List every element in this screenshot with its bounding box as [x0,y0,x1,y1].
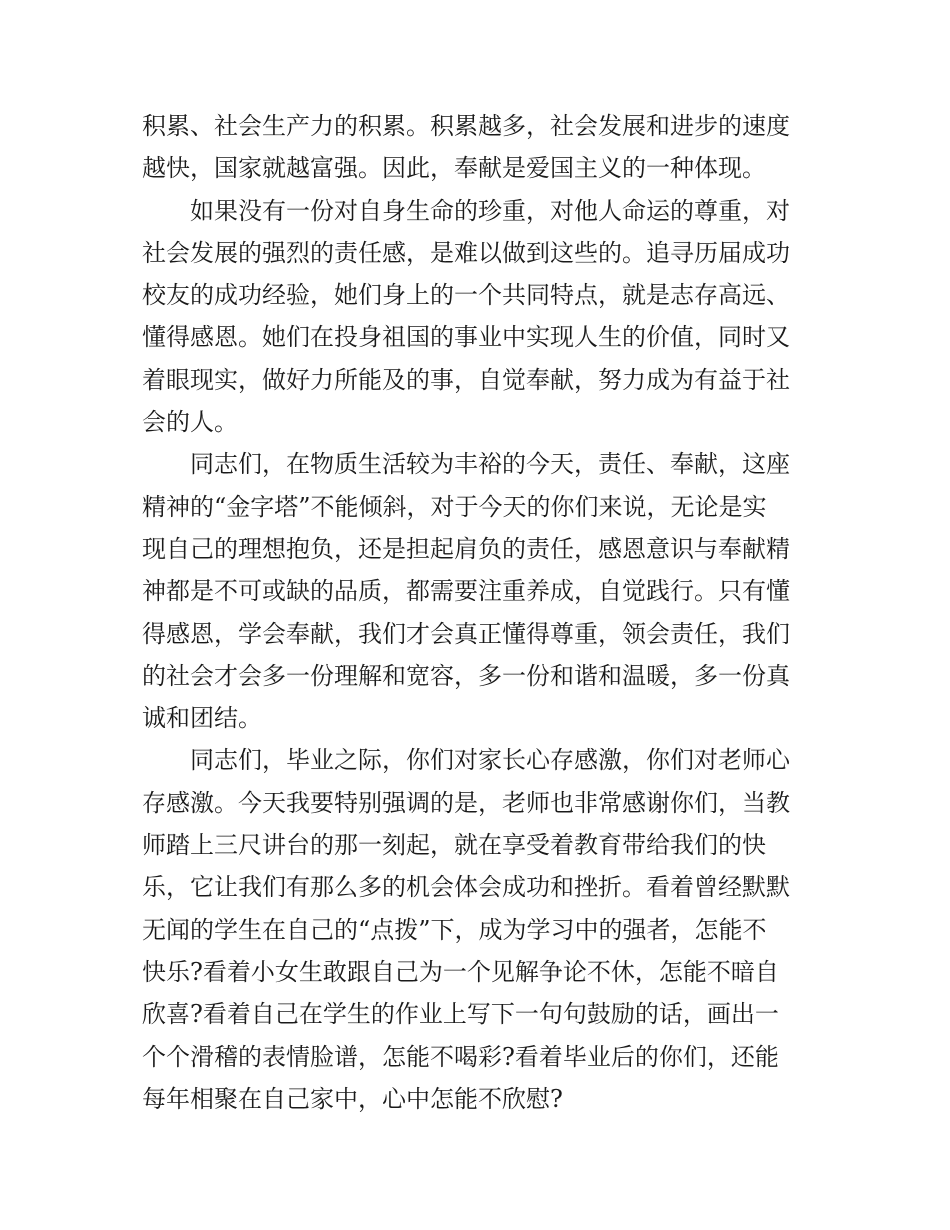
paragraph-start-line: 如果没有一份对自身生命的珍重，对他人命运的尊重，对 [190,196,790,225]
text-line: 着眼现实，做好力所能及的事，自觉奉献，努力成为有益于社 [142,365,790,394]
text-line: 快乐?看着小女生敢跟自己为一个见解争论不休，怎能不暗自 [142,957,779,986]
text-line: 懂得感恩。她们在投身祖国的事业中实现人生的价值，同时又 [142,323,790,352]
text-line: 社会发展的强烈的责任感，是难以做到这些的。追寻历届成功 [142,238,790,267]
text-line: 无闻的学生在自己的“点拨”下，成为学习中的强者，怎能不 [142,915,767,944]
text-line: 校友的成功经验，她们身上的一个共同特点，就是志存高远、 [142,281,790,310]
text-line: 存感激。今天我要特别强调的是，老师也非常感谢你们，当教 [142,788,790,817]
text-line: 得感恩，学会奉献，我们才会真正懂得尊重，领会责任，我们 [142,619,790,648]
text-line: 欣喜?看着自己在学生的作业上写下一句句鼓励的话，画出一 [142,1000,779,1029]
text-line: 个个滑稽的表情脸谱，怎能不喝彩?看着毕业后的你们，还能 [142,1042,779,1071]
paragraph-start-line: 同志们，在物质生活较为丰裕的今天，责任、奉献，这座 [190,450,790,479]
text-line: 神都是不可或缺的品质，都需要注重养成，自觉践行。只有懂 [142,577,790,606]
text-line: 精神的“金字塔”不能倾斜，对于今天的你们来说，无论是实 [142,492,767,521]
text-line: 的社会才会多一份理解和宽容，多一份和谐和温暖，多一份真 [142,661,790,690]
body-text [142,105,814,1120]
text-line: 师踏上三尺讲台的那一刻起，就在享受着教育带给我们的快 [142,831,766,860]
text-line: 现自己的理想抱负，还是担起肩负的责任，感恩意识与奉献精 [142,534,790,563]
text-line: 乐，它让我们有那么多的机会体会成功和挫折。看着曾经默默 [142,873,790,902]
text-line: 会的人。 [142,408,238,437]
text-line: 越快，国家就越富强。因此，奉献是爱国主义的一种体现。 [142,154,766,183]
text-line: 积累、社会生产力的积累。积累越多，社会发展和进步的速度 [142,112,790,140]
paragraph-start-line: 同志们，毕业之际，你们对家长心存感激，你们对老师心 [190,746,790,775]
text-line: 每年相聚在自己家中，心中怎能不欣慰? [142,1084,563,1113]
text-line: 诚和团结。 [142,704,262,733]
